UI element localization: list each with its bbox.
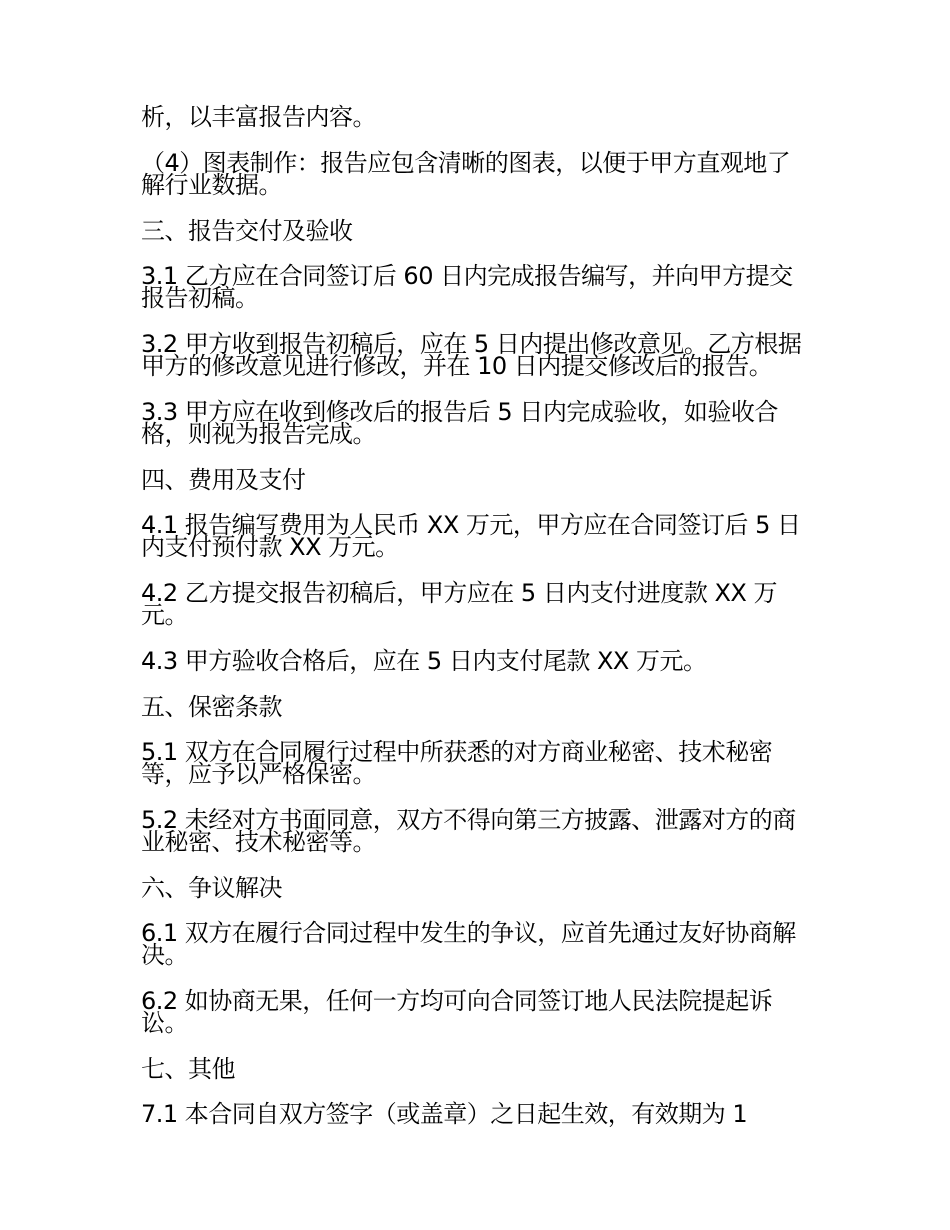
section-heading-other: 七、其他 bbox=[141, 1055, 235, 1083]
section-heading-confidentiality: 五、保密条款 bbox=[141, 693, 282, 721]
clause-3-2: 3.2 甲方收到报告初稿后，应在 5 日内提出修改意见。乙方根据甲方的修改意见进行修改，并在 10 日内提交修改后的报告。 bbox=[141, 330, 802, 380]
clause-5-1: 5.1 双方在合同履行过程中所获悉的对方商业秘密、技术秘密等，应予以严格保密。 bbox=[141, 738, 773, 788]
clause-7-1: 7.1 本合同自双方签字（或盖章）之日起生效，有效期为 1 bbox=[141, 1100, 748, 1128]
paragraph-chart-making: （4）图表制作：报告应包含清晰的图表，以便于甲方直观地了解行业数据。 bbox=[141, 149, 791, 199]
document-page bbox=[141, 104, 809, 1147]
clause-6-2: 6.2 如协商无果，任何一方均可向合同签订地人民法院提起诉讼。 bbox=[141, 987, 773, 1037]
paragraph-continuation: 析，以丰富报告内容。 bbox=[141, 103, 376, 131]
clause-3-1: 3.1 乙方应在合同签订后 60 日内完成报告编写，并向甲方提交报告初稿。 bbox=[141, 262, 793, 312]
clause-5-2: 5.2 未经对方书面同意，双方不得向第三方披露、泄露对方的商业秘密、技术秘密等。 bbox=[141, 806, 796, 856]
section-heading-delivery-acceptance: 三、报告交付及验收 bbox=[141, 217, 353, 245]
section-heading-dispute-resolution: 六、争议解决 bbox=[141, 874, 282, 902]
clause-4-1: 4.1 报告编写费用为人民币 XX 万元，甲方应在合同签订后 5 日内支付预付款 XX 万元。 bbox=[141, 511, 801, 561]
clause-3-3: 3.3 甲方应在收到修改后的报告后 5 日内完成验收，如验收合格，则视为报告完成。 bbox=[141, 398, 778, 448]
clause-4-3: 4.3 甲方验收合格后，应在 5 日内支付尾款 XX 万元。 bbox=[141, 647, 707, 675]
section-heading-fees-payment: 四、费用及支付 bbox=[141, 466, 306, 494]
clause-4-2: 4.2 乙方提交报告初稿后，甲方应在 5 日内支付进度款 XX 万元。 bbox=[141, 579, 777, 629]
clause-6-1: 6.1 双方在履行合同过程中发生的争议，应首先通过友好协商解决。 bbox=[141, 919, 796, 969]
